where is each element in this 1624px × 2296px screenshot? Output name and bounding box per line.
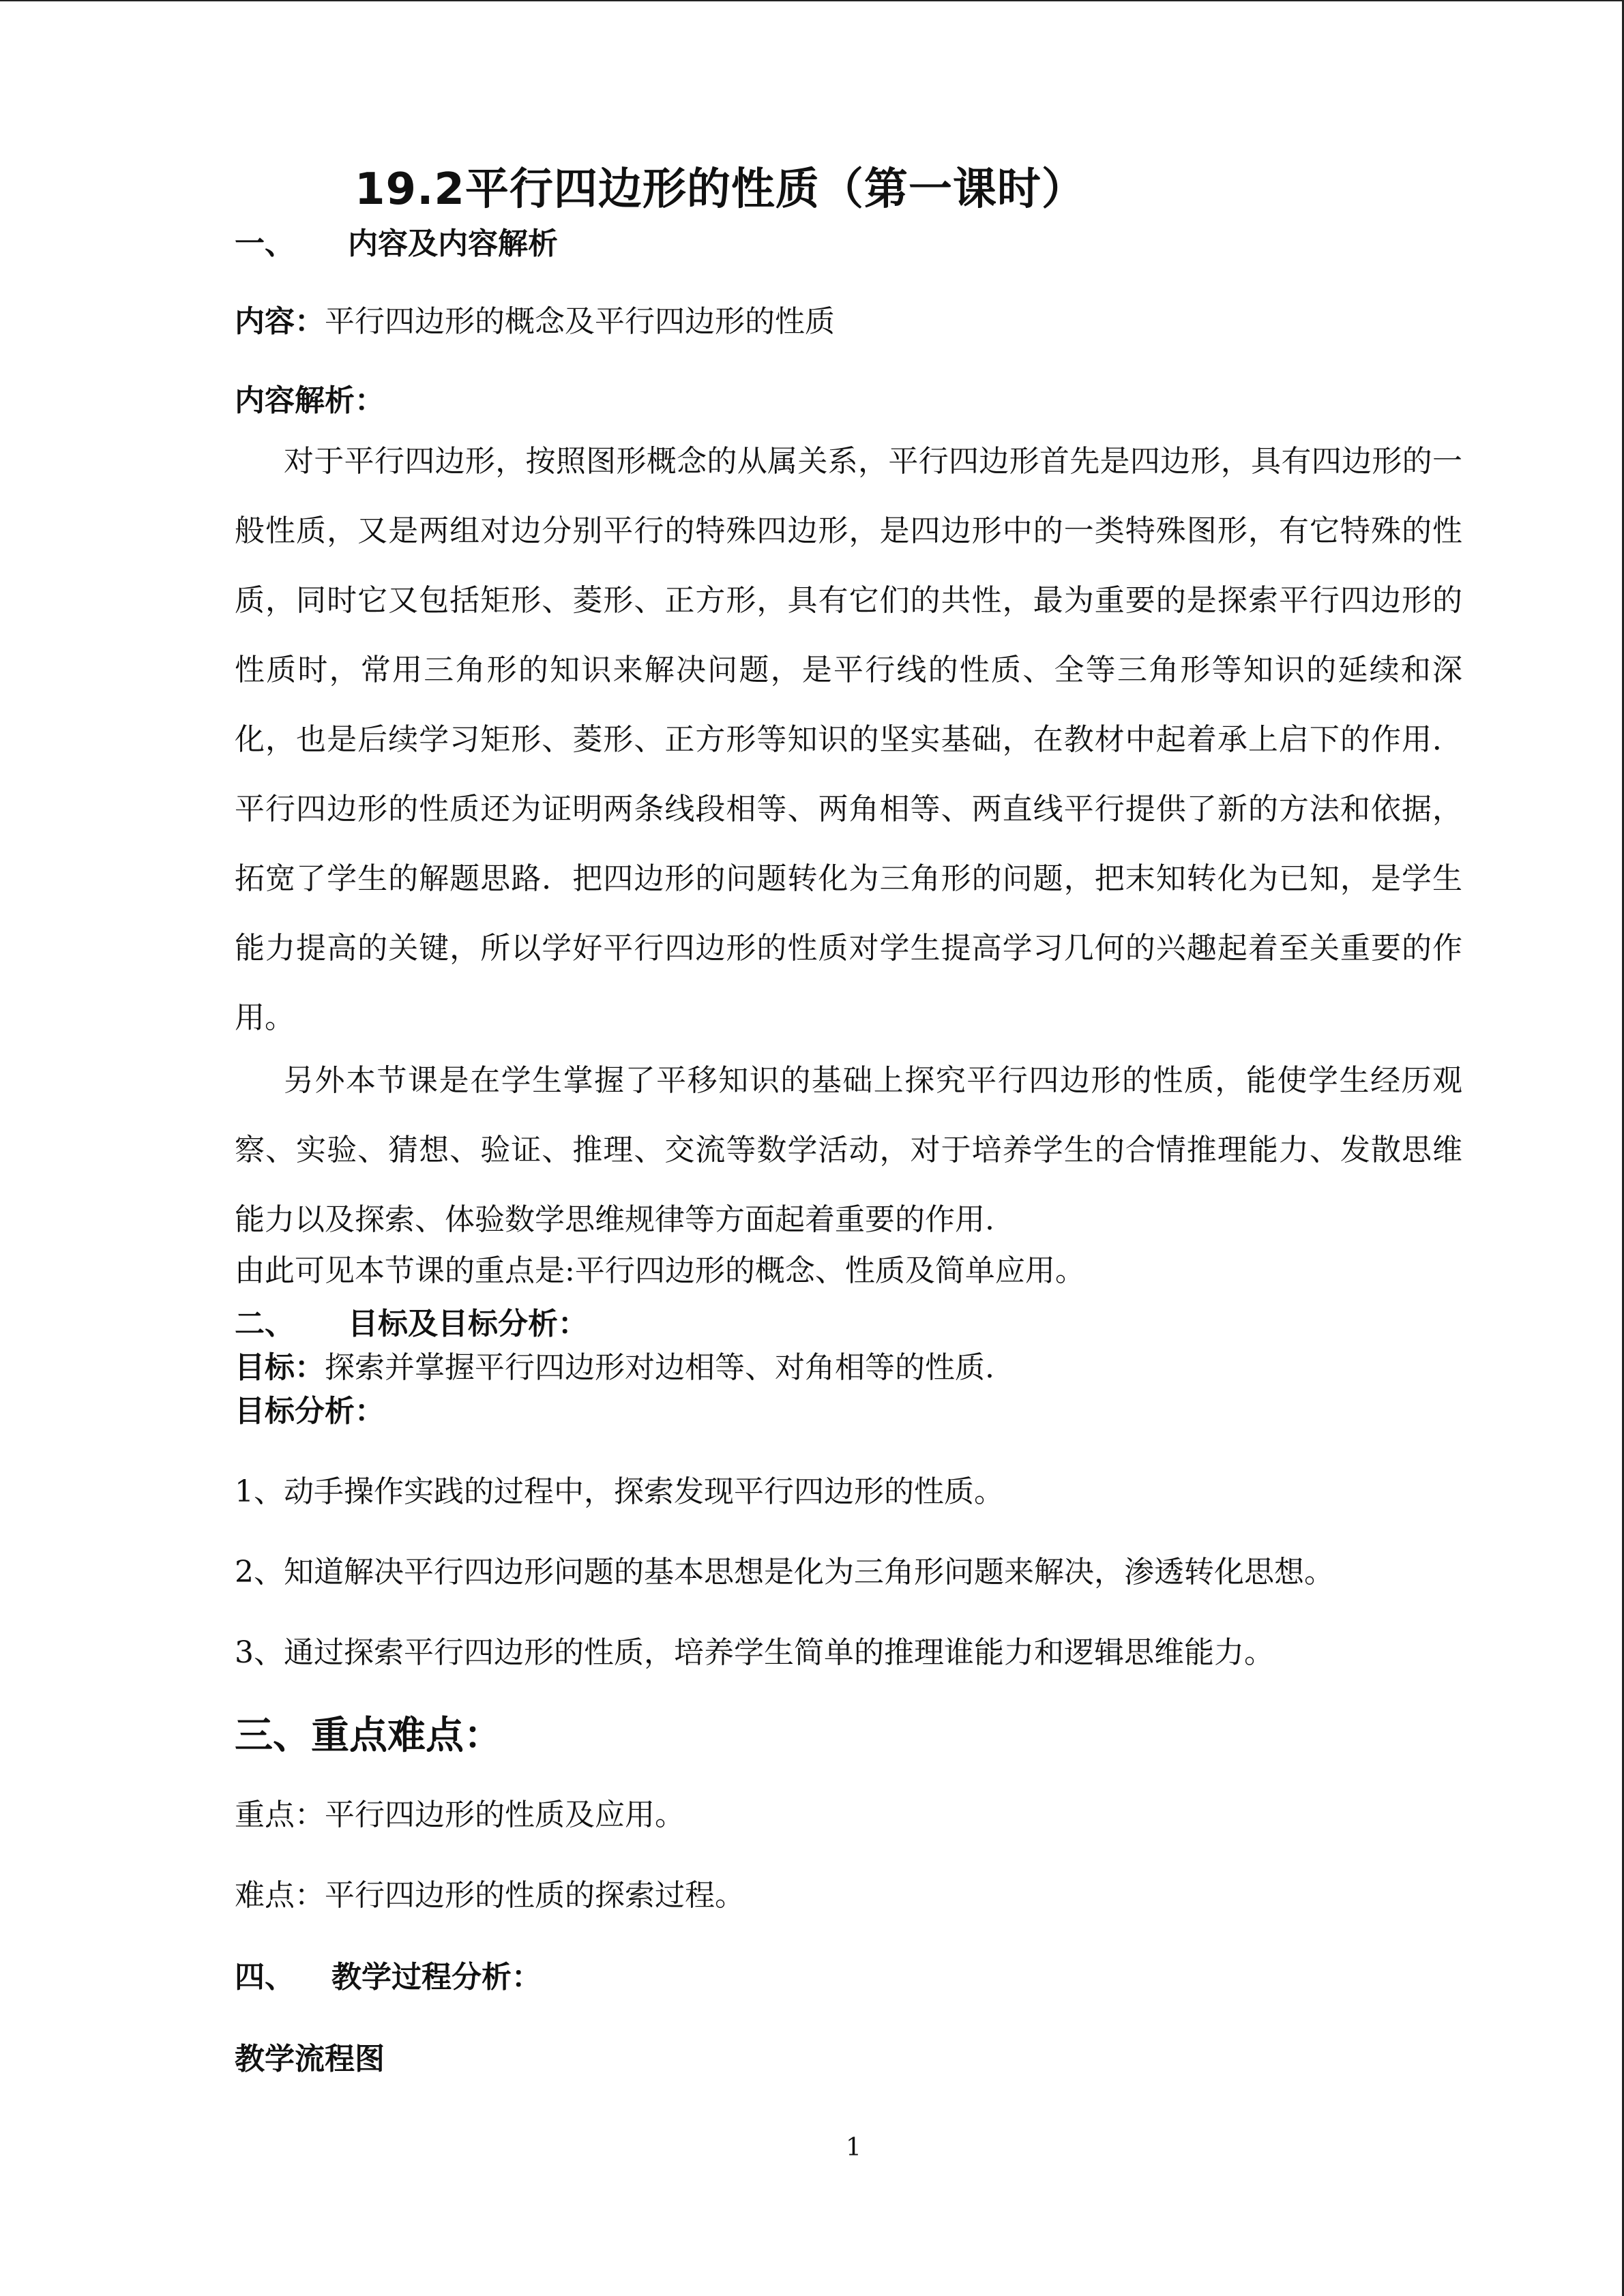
content-analysis-paragraph-1: 对于平行四边形，按照图形概念的从属关系，平行四边形首先是四边形，具有四边形的一般性质，又是两组对边分别平行的特殊四边形，是四边形中的一类特殊图形，有它特殊的性质，同时它又包括矩形、菱形、正方形，具有它们的共性，最为重要的是探索平行四边形的性质时，常用三角形的知识来解决问题，是平行线的性质、全等三角形等知识的延续和深化，也是后续学习矩形、菱形、正方形等知识的坚实基础，在教材中起着承上启下的作用．平行四边形的性质还为证明两条线段相等、两角相等、两直线平行提供了新的方法和依据，拓宽了学生的解题思路．把四边形的问题转化为三角形的问题，把末知转化为已知，是学生能力提高的关键，所以学好平行四边形的性质对学生提高学习几何的兴趣起着至关重要的作用。	[235, 444, 1462, 1035]
page-number: 1	[846, 2134, 861, 2162]
difficulty-point: 难点：平行四边形的性质的探索过程。	[235, 1878, 745, 1913]
focus-point: 重点：平行四边形的性质及应用。	[235, 1798, 685, 1832]
section-heading-1	[235, 222, 1462, 266]
goal-item: 1、动手操作实践的过程中，探索发现平行四边形的性质。	[235, 1474, 1004, 1509]
section-title: 目标及目标分析：	[348, 1307, 588, 1341]
goal-item: 2、知道解决平行四边形问题的基本思想是化为三角形问题来解决，渗透转化思想。	[235, 1555, 1334, 1590]
section-number: 二、	[235, 1307, 295, 1341]
section-title: 内容及内容解析	[348, 226, 558, 261]
section-heading-3: 三、重点难点：	[235, 1714, 502, 1758]
section-heading-2	[235, 1302, 1462, 1346]
goal-item: 3、通过探索平行四边形的性质，培养学生简单的推理谁能力和逻辑思维能力。	[235, 1635, 1274, 1670]
section-number: 一、	[235, 226, 295, 261]
content-line	[235, 300, 1462, 344]
section-heading-4	[235, 1956, 1462, 1999]
document-title: 19.2平行四边形的性质（第一课时）	[355, 164, 1086, 215]
document-page	[235, 157, 1462, 2081]
goal-text: 探索并掌握平行四边形对边相等、对角相等的性质.	[325, 1350, 994, 1385]
content-analysis-paragraph-2: 另外本节课是在学生掌握了平移知识的基础上探究平行四边形的性质，能使学生经历观察、实验、猜想、验证、推理、交流等数学活动，对于培养学生的合情推理能力、发散思维能力以及探索、体验数学思维规律等方面起着重要的作用.	[235, 1063, 1462, 1237]
key-point-summary: 由此可见本节课的重点是:平行四边形的概念、性质及简单应用。	[235, 1253, 1085, 1288]
content-analysis-label: 内容解析：	[235, 383, 385, 418]
flowchart-label: 教学流程图	[235, 2042, 385, 2076]
page-top-border	[0, 0, 1624, 1]
goal-analysis-label: 目标分析：	[235, 1394, 385, 1429]
content-label: 内容：	[235, 304, 325, 339]
content-text: 平行四边形的概念及平行四边形的性质	[325, 304, 835, 339]
section-number: 四、	[235, 1960, 295, 1995]
section-title: 教学过程分析：	[331, 1960, 542, 1995]
goal-line	[235, 1346, 1462, 1390]
goal-label: 目标：	[235, 1350, 325, 1385]
